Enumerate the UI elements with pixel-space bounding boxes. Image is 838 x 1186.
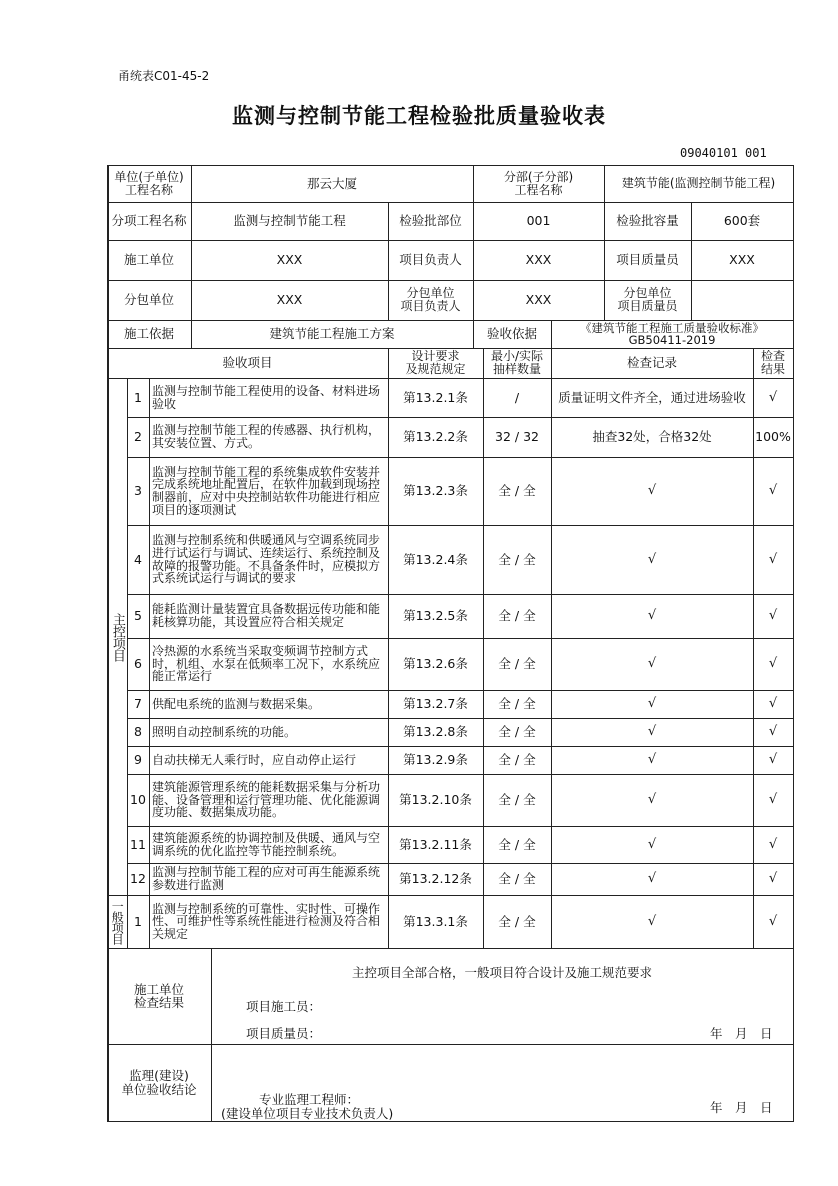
main-item-clause-text: 第13.2.11条 bbox=[399, 836, 472, 852]
main-item-record bbox=[551, 774, 753, 826]
main-item-text bbox=[149, 690, 388, 718]
main-item-sample bbox=[483, 638, 551, 690]
sub-manager-value-text: XXX bbox=[525, 292, 552, 308]
sub-quality-label-text: 分包单位 项目质量员 bbox=[617, 286, 678, 313]
main-group-label-text: 主控项目 bbox=[109, 612, 125, 661]
project-manager-label bbox=[388, 240, 473, 280]
main-item-record-text: √ bbox=[647, 608, 657, 624]
division-label bbox=[473, 165, 604, 202]
main-item-clause bbox=[388, 457, 483, 525]
main-item-record-text: √ bbox=[647, 871, 657, 887]
acceptance-basis-value bbox=[551, 320, 793, 348]
main-item-number bbox=[127, 746, 149, 774]
main-item-number bbox=[127, 826, 149, 863]
contractor-label-text: 施工单位 bbox=[123, 252, 174, 268]
owner-tech-label: (建设单位项目专业技术负责人) bbox=[221, 1106, 394, 1121]
general-item-number-text: 1 bbox=[134, 913, 142, 929]
main-item-number-text: 9 bbox=[134, 752, 142, 768]
main-item-number-text: 3 bbox=[134, 483, 142, 499]
quality-officer-label bbox=[604, 240, 691, 280]
construction-basis-value-text: 建筑节能工程施工方案 bbox=[269, 326, 395, 342]
construction-basis-value bbox=[191, 320, 473, 348]
general-item-sample-text: 全 / 全 bbox=[498, 913, 536, 929]
page-title: 监测与控制节能工程检验批质量验收表 bbox=[232, 104, 606, 128]
general-item-result-text: √ bbox=[768, 913, 778, 929]
main-item-record-text: 抽查32处，合格32处 bbox=[592, 429, 712, 445]
main-item-record-text: √ bbox=[647, 792, 657, 808]
sub-quality-label bbox=[604, 280, 691, 320]
batch-capacity-label bbox=[604, 202, 691, 240]
quality-officer-sign-label: 项目质量员： bbox=[246, 1026, 322, 1041]
general-group-label bbox=[107, 895, 127, 948]
main-item-result-text: √ bbox=[768, 551, 778, 567]
general-item-sample bbox=[483, 895, 551, 948]
date-label-supervision: 年 月 日 bbox=[710, 1100, 773, 1115]
col-header-result-text: 检查 结果 bbox=[760, 349, 785, 376]
main-item-sample-text: 全 / 全 bbox=[498, 752, 536, 768]
subcontractor-value-text: XXX bbox=[276, 292, 303, 308]
main-item-result bbox=[753, 826, 793, 863]
date-label-contractor: 年 月 日 bbox=[710, 1026, 773, 1041]
main-item-result-text: √ bbox=[768, 792, 778, 808]
main-item-sample bbox=[483, 457, 551, 525]
main-item-result bbox=[753, 417, 793, 457]
main-item-clause-text: 第13.2.4条 bbox=[403, 551, 468, 567]
main-item-clause bbox=[388, 746, 483, 774]
contractor-check-label bbox=[107, 948, 211, 1044]
main-item-text-text: 监测与控制节能工程的传感器、执行机构，其安装位置、方式。 bbox=[152, 423, 381, 450]
main-item-number bbox=[127, 378, 149, 417]
project-manager-value bbox=[473, 240, 604, 280]
main-item-number bbox=[127, 774, 149, 826]
main-item-text bbox=[149, 594, 388, 638]
unit-value-text: 那云大厦 bbox=[306, 175, 357, 191]
form-code: 甬统表C01-45-2 bbox=[118, 69, 210, 83]
main-item-clause bbox=[388, 826, 483, 863]
supervision-label bbox=[107, 1044, 211, 1121]
main-item-sample bbox=[483, 718, 551, 746]
general-item-text bbox=[149, 895, 388, 948]
general-item-record bbox=[551, 895, 753, 948]
project-manager-value-text: XXX bbox=[525, 252, 552, 268]
main-item-text bbox=[149, 525, 388, 594]
batch-capacity-value bbox=[691, 202, 793, 240]
main-item-text-text: 监测与控制节能工程的应对可再生能源系统参数进行监测 bbox=[152, 865, 381, 892]
main-item-number bbox=[127, 718, 149, 746]
main-item-result-text: √ bbox=[768, 724, 778, 740]
division-label-text: 分部(子分部) 工程名称 bbox=[503, 169, 574, 197]
main-item-clause-text: 第13.2.7条 bbox=[403, 696, 468, 712]
supervision-label-text: 监理(建设) 单位验收结论 bbox=[121, 1068, 197, 1097]
main-item-clause bbox=[388, 774, 483, 826]
main-item-result bbox=[753, 774, 793, 826]
main-item-clause bbox=[388, 638, 483, 690]
sub-quality-value bbox=[691, 280, 793, 320]
batch-capacity-label-text: 检验批容量 bbox=[616, 213, 679, 229]
main-item-record bbox=[551, 863, 753, 895]
main-item-sample-text: 全 / 全 bbox=[498, 836, 536, 852]
main-item-record bbox=[551, 638, 753, 690]
general-item-record-text: √ bbox=[647, 913, 657, 929]
main-item-text bbox=[149, 774, 388, 826]
main-item-text-text: 冷热源的水系统当采取变频调节控制方式时，机组、水泵在低频率工况下，水系统应能正常运行 bbox=[152, 644, 381, 684]
subitem-value-text: 监测与控制节能工程 bbox=[233, 213, 346, 229]
main-item-number bbox=[127, 638, 149, 690]
main-item-text-text: 自动扶梯无人乘行时，应自动停止运行 bbox=[152, 752, 357, 767]
contractor-conclusion: 主控项目全部合格，一般项目符合设计及施工规范要求 bbox=[351, 965, 652, 980]
main-item-clause-text: 第13.2.6条 bbox=[403, 656, 468, 672]
batch-part-value-text: 001 bbox=[526, 213, 551, 229]
main-item-text-text: 监测与控制系统和供暖通风与空调系统同步进行试运行与调试、连续运行、系统控制及故障的报警功能。不具备条件时，应模拟方式系统试运行与调试的要求 bbox=[152, 533, 381, 586]
main-item-clause-text: 第13.2.10条 bbox=[399, 792, 472, 808]
main-item-result bbox=[753, 594, 793, 638]
main-item-sample bbox=[483, 690, 551, 718]
main-item-result-text: √ bbox=[768, 483, 778, 499]
main-item-text bbox=[149, 378, 388, 417]
main-item-number bbox=[127, 863, 149, 895]
subitem-label bbox=[107, 202, 191, 240]
main-item-sample-text: 全 / 全 bbox=[498, 656, 536, 672]
main-item-clause-text: 第13.2.5条 bbox=[403, 608, 468, 624]
main-item-result-text: √ bbox=[768, 871, 778, 887]
construction-basis-label bbox=[107, 320, 191, 348]
main-item-text-text: 能耗监测计量装置宜具备数据远传功能和能耗核算功能，其设置应符合相关规定 bbox=[152, 602, 381, 629]
general-group-label-text: 一般项目 bbox=[110, 899, 125, 944]
main-item-sample bbox=[483, 746, 551, 774]
main-item-sample bbox=[483, 863, 551, 895]
main-item-text bbox=[149, 746, 388, 774]
sub-manager-label-text: 分包单位 项目负责人 bbox=[400, 286, 461, 313]
col-header-sample-text: 最小/实际 抽样数量 bbox=[490, 349, 544, 376]
sub-manager-value bbox=[473, 280, 604, 320]
contractor-check-label-text: 施工单位 检查结果 bbox=[133, 981, 184, 1010]
main-item-record-text: √ bbox=[647, 483, 657, 499]
subitem-label-text: 分项工程名称 bbox=[111, 213, 187, 229]
main-item-text bbox=[149, 718, 388, 746]
main-item-clause bbox=[388, 863, 483, 895]
main-item-record bbox=[551, 718, 753, 746]
main-item-result bbox=[753, 638, 793, 690]
main-item-text bbox=[149, 417, 388, 457]
main-item-number-text: 12 bbox=[130, 871, 146, 887]
main-item-record-text: 质量证明文件齐全，通过进场验收 bbox=[558, 389, 746, 405]
main-item-text bbox=[149, 457, 388, 525]
main-item-result-text: √ bbox=[768, 752, 778, 768]
main-item-number-text: 1 bbox=[134, 389, 142, 405]
main-item-text-text: 建筑能源管理系统的能耗数据采集与分析功能、设备管理和运行管理功能、优化能源调度功能、数据集成功能。 bbox=[152, 780, 381, 820]
main-item-sample bbox=[483, 594, 551, 638]
main-item-record-text: √ bbox=[647, 724, 657, 740]
main-item-number bbox=[127, 594, 149, 638]
acceptance-basis-label-text: 验收依据 bbox=[486, 326, 537, 342]
contractor-value bbox=[191, 240, 388, 280]
unit-label-text: 单位(子单位) 工程名称 bbox=[114, 169, 184, 197]
main-item-clause bbox=[388, 417, 483, 457]
main-item-result bbox=[753, 525, 793, 594]
main-item-text bbox=[149, 638, 388, 690]
batch-part-label bbox=[388, 202, 473, 240]
main-item-clause bbox=[388, 594, 483, 638]
subcontractor-value bbox=[191, 280, 388, 320]
main-item-sample-text: 全 / 全 bbox=[498, 551, 536, 567]
main-item-number bbox=[127, 525, 149, 594]
acceptance-basis-value-text: 《建筑节能工程施工质量验收标准》 GB50411-2019 bbox=[580, 320, 764, 347]
col-header-sample bbox=[483, 348, 551, 378]
main-item-sample-text: / bbox=[514, 389, 520, 405]
main-group-label bbox=[107, 378, 127, 895]
main-item-record bbox=[551, 690, 753, 718]
sub-manager-label bbox=[388, 280, 473, 320]
general-item-result bbox=[753, 895, 793, 948]
main-item-sample-text: 全 / 全 bbox=[498, 696, 536, 712]
main-item-result bbox=[753, 690, 793, 718]
main-item-text-text: 照明自动控制系统的功能。 bbox=[152, 724, 297, 739]
main-item-clause-text: 第13.2.9条 bbox=[403, 752, 468, 768]
main-item-clause-text: 第13.2.1条 bbox=[403, 389, 468, 405]
main-item-sample bbox=[483, 774, 551, 826]
main-item-record-text: √ bbox=[647, 551, 657, 567]
main-item-record bbox=[551, 826, 753, 863]
main-item-text bbox=[149, 826, 388, 863]
main-item-sample bbox=[483, 525, 551, 594]
col-header-item bbox=[107, 348, 388, 378]
col-header-design bbox=[388, 348, 483, 378]
project-manager-label-text: 项目负责人 bbox=[399, 252, 462, 268]
construction-basis-label-text: 施工依据 bbox=[123, 326, 174, 342]
main-item-clause-text: 第13.2.8条 bbox=[403, 724, 468, 740]
main-item-text-text: 供配电系统的监测与数据采集。 bbox=[152, 696, 321, 711]
subcontractor-label bbox=[107, 280, 191, 320]
division-value bbox=[604, 165, 793, 202]
document-number: 09040101 001 bbox=[680, 146, 767, 160]
main-item-result bbox=[753, 718, 793, 746]
main-item-text bbox=[149, 863, 388, 895]
main-item-record-text: √ bbox=[647, 836, 657, 852]
main-item-sample-text: 全 / 全 bbox=[498, 608, 536, 624]
main-item-number-text: 8 bbox=[134, 724, 142, 740]
main-item-result-text: √ bbox=[768, 696, 778, 712]
main-item-text-text: 监测与控制节能工程的系统集成软件安装并完成系统地址配置后，在软件加载到现场控制器前，应对中央控制站软件功能进行相应项目的逐项测试 bbox=[152, 464, 381, 517]
general-item-text-text: 监测与控制系统的可靠性、实时性、可操作性、可维护性等系统性能进行检测及符合相关规定 bbox=[152, 901, 381, 941]
main-item-text-text: 建筑能源系统的协调控制及供暖、通风与空调系统的优化监控等节能控制系统。 bbox=[152, 830, 381, 858]
col-header-design-text: 设计要求 及规范规定 bbox=[405, 349, 466, 376]
batch-part-value bbox=[473, 202, 604, 240]
main-item-result-text: 100% bbox=[755, 429, 791, 445]
main-item-record bbox=[551, 594, 753, 638]
main-item-number bbox=[127, 457, 149, 525]
main-item-number-text: 5 bbox=[134, 608, 142, 624]
main-item-clause bbox=[388, 525, 483, 594]
acceptance-basis-label bbox=[473, 320, 551, 348]
main-item-text-text: 监测与控制节能工程使用的设备、材料进场验收 bbox=[152, 383, 381, 411]
main-item-clause bbox=[388, 378, 483, 417]
main-item-number-text: 4 bbox=[134, 551, 142, 567]
main-item-sample bbox=[483, 378, 551, 417]
table-border-right bbox=[793, 165, 794, 1122]
main-item-clause-text: 第13.2.12条 bbox=[399, 871, 472, 887]
quality-officer-value-text: XXX bbox=[729, 252, 755, 268]
main-item-sample-text: 全 / 全 bbox=[498, 483, 536, 499]
col-header-item-text: 验收项目 bbox=[222, 355, 273, 371]
general-item-number bbox=[127, 895, 149, 948]
subitem-value bbox=[191, 202, 388, 240]
unit-value bbox=[191, 165, 473, 202]
contractor-value-text: XXX bbox=[276, 252, 303, 268]
main-item-record bbox=[551, 746, 753, 774]
batch-part-label-text: 检验批部位 bbox=[399, 213, 462, 229]
main-item-record bbox=[551, 525, 753, 594]
main-item-record bbox=[551, 457, 753, 525]
main-item-clause-text: 第13.2.3条 bbox=[403, 483, 468, 499]
general-item-clause bbox=[388, 895, 483, 948]
main-item-number bbox=[127, 690, 149, 718]
main-item-number-text: 10 bbox=[130, 792, 146, 808]
main-item-result bbox=[753, 746, 793, 774]
construction-worker-label: 项目施工员： bbox=[246, 999, 322, 1014]
main-item-sample-text: 全 / 全 bbox=[498, 724, 536, 740]
col-header-record bbox=[551, 348, 753, 378]
subcontractor-label-text: 分包单位 bbox=[123, 292, 174, 308]
main-item-record-text: √ bbox=[647, 752, 657, 768]
main-item-number-text: 11 bbox=[130, 836, 146, 852]
main-item-sample-text: 全 / 全 bbox=[498, 792, 536, 808]
main-item-number-text: 7 bbox=[134, 696, 142, 712]
main-item-result-text: √ bbox=[768, 656, 778, 672]
batch-capacity-value-text: 600套 bbox=[723, 213, 761, 229]
main-item-result-text: √ bbox=[768, 389, 778, 405]
main-item-sample bbox=[483, 826, 551, 863]
main-item-clause bbox=[388, 690, 483, 718]
main-item-number-text: 2 bbox=[134, 429, 142, 445]
main-item-result-text: √ bbox=[768, 608, 778, 624]
main-item-result-text: √ bbox=[768, 836, 778, 852]
col-header-record-text: 检查记录 bbox=[626, 355, 677, 371]
main-item-result bbox=[753, 457, 793, 525]
main-item-record bbox=[551, 378, 753, 417]
main-item-record-text: √ bbox=[647, 696, 657, 712]
quality-officer-value bbox=[691, 240, 793, 280]
col-header-result bbox=[753, 348, 793, 378]
main-item-clause bbox=[388, 718, 483, 746]
main-item-sample bbox=[483, 417, 551, 457]
general-item-clause-text: 第13.3.1条 bbox=[403, 913, 468, 929]
main-item-clause-text: 第13.2.2条 bbox=[403, 429, 468, 445]
main-item-sample-text: 全 / 全 bbox=[498, 871, 536, 887]
main-item-number bbox=[127, 417, 149, 457]
quality-officer-label-text: 项目质量员 bbox=[616, 252, 679, 268]
division-value-text: 建筑节能(监测控制节能工程) bbox=[621, 176, 776, 191]
supervisor-engineer-label: 专业监理工程师： bbox=[259, 1092, 360, 1107]
main-item-record-text: √ bbox=[647, 656, 657, 672]
main-item-record bbox=[551, 417, 753, 457]
main-item-sample-text: 32 / 32 bbox=[495, 429, 539, 445]
main-item-number-text: 6 bbox=[134, 656, 142, 672]
main-item-result bbox=[753, 863, 793, 895]
main-item-result bbox=[753, 378, 793, 417]
unit-label bbox=[107, 165, 191, 202]
contractor-label bbox=[107, 240, 191, 280]
